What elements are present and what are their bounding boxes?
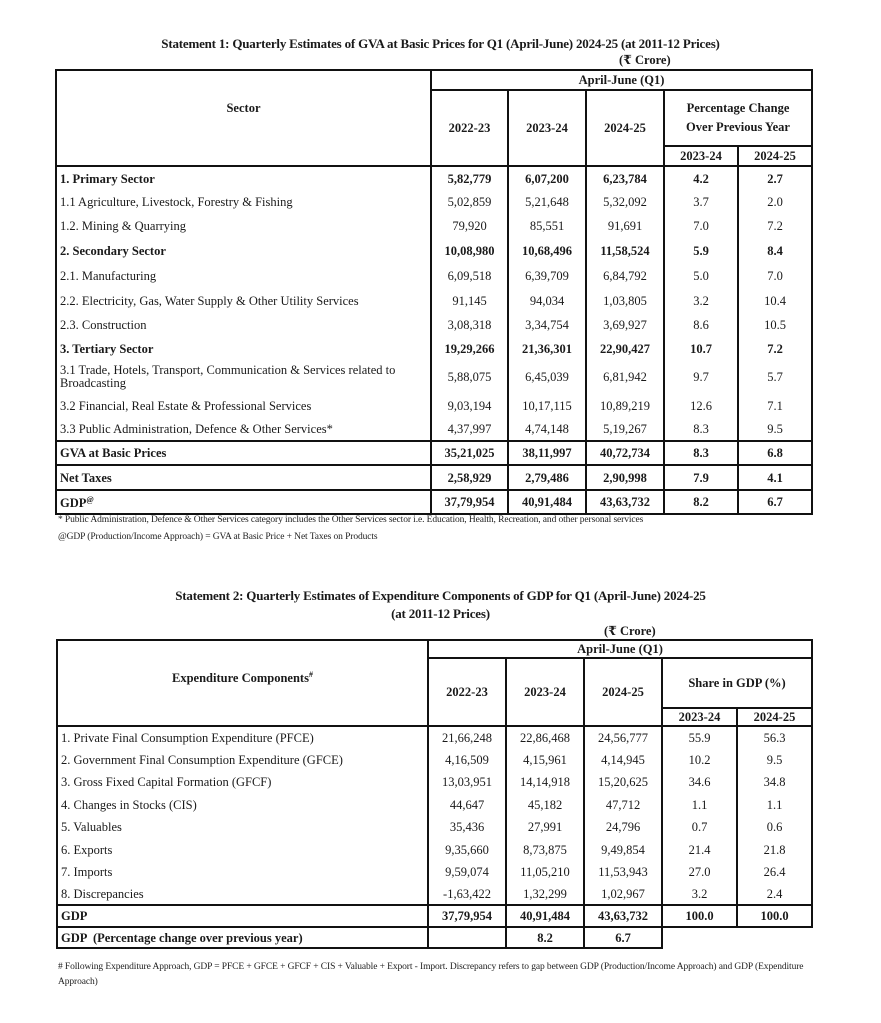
table-row: 6. Exports 9,35,660 8,73,875 9,49,854 21.4 21.8 (57, 838, 812, 861)
table-row: 3. Tertiary Sector 19,29,266 21,36,301 22,90,427 10.7 7.2 (56, 337, 812, 361)
year-header-2023-24: 2023-24 (508, 90, 586, 166)
statement1-footnote-1: * Public Administration, Defence & Other Services category includes the Other Services sector i.e. Education, Health, Recreation, and other personal services (58, 515, 644, 525)
sector-header: Sector (56, 70, 431, 166)
table-row: 2.2. Electricity, Gas, Water Supply & Other Utility Services 91,145 94,034 1,03,805 3.2 10.4 (56, 288, 812, 313)
share-year-2023-24: 2023-24 (662, 708, 737, 726)
table-row: 1. Primary Sector 5,82,779 6,07,200 6,23,784 4.2 2.7 (56, 166, 812, 190)
table-row: 3. Gross Fixed Capital Formation (GFCF) 13,03,951 14,14,918 15,20,625 34.6 34.8 (57, 771, 812, 793)
total-row-gdp: GDP@ 37,79,954 40,91,484 43,63,732 8.2 6.7 (56, 490, 812, 514)
table-row: 1.2. Mining & Quarrying 79,920 85,551 91,691 7.0 7.2 (56, 214, 812, 238)
table-row: 2. Government Final Consumption Expenditure (GFCE) 4,16,509 4,15,961 4,14,945 10.2 9.5 (57, 748, 812, 771)
statement1-footnote-2: @GDP (Production/Income Approach) = GVA at Basic Price + Net Taxes on Products (58, 532, 378, 542)
period-header: April-June (Q1) (431, 70, 812, 90)
pct-change-header (664, 90, 812, 146)
table-row: 3.2 Financial, Real Estate & Professional Services 9,03,194 10,17,115 10,89,219 12.6 7.1 (56, 393, 812, 418)
table-row: 7. Imports 9,59,074 11,05,210 11,53,943 27.0 26.4 (57, 861, 812, 883)
year-header-2024-25: 2024-25 (586, 90, 664, 166)
share-year-2024-25: 2024-25 (737, 708, 812, 726)
statement1-unit: (₹ Crore) (619, 53, 671, 67)
pct-year-2024-25: 2024-25 (738, 146, 812, 166)
share-header: Share in GDP (%) (662, 658, 812, 708)
component-header-sup: # (308, 670, 313, 680)
year-header-2022-23: 2022-23 (431, 90, 508, 166)
table-row: 3.1 Trade, Hotels, Transport, Communication & Services related to Broadcasting 5,88,075 6,45,039 6,81,942 9.7 5.7 (56, 361, 812, 393)
statement2-title-line2: (at 2011-12 Prices) (391, 606, 490, 621)
year-header-2024-25: 2024-25 (584, 658, 662, 726)
pct-change-line1: Percentage Change (686, 101, 790, 115)
component-header-label: Expenditure Components (172, 671, 309, 686)
gdp-sup: @ (86, 495, 94, 505)
statement2-table (56, 639, 813, 949)
gdp-row: GDP 37,79,954 40,91,484 43,63,732 100.0 100.0 (57, 905, 812, 927)
statement2-footnote: # Following Expenditure Approach, GDP = PFCE + GFCE + GFCF + CIS + Valuable + Export - Import. Discrepancy refers to gap between GDP (Production/Income Approach) and GDP (Expenditure Approach) (58, 962, 804, 987)
gdp-pct-change-row: GDP (Percentage change over previous year) 8.2 6.7 (57, 927, 812, 948)
table-row: 2. Secondary Sector 10,08,980 10,68,496 11,58,524 5.9 8.4 (56, 238, 812, 263)
statement2-unit: (₹ Crore) (604, 624, 656, 638)
table-row: 2.3. Construction 3,08,318 3,34,754 3,69,927 8.6 10.5 (56, 313, 812, 337)
total-row-gva: GVA at Basic Prices 35,21,025 38,11,997 40,72,734 8.3 6.8 (56, 441, 812, 465)
statement1-title: Statement 1: Quarterly Estimates of GVA at Basic Prices for Q1 (April-June) 2024-25 (at 2011-12 Prices) (161, 36, 720, 51)
gdp-label: GDP (60, 496, 87, 511)
statement1-table (55, 69, 813, 515)
table-row: 1. Private Final Consumption Expenditure (PFCE) 21,66,248 22,86,468 24,56,777 55.9 56.3 (57, 726, 812, 748)
table-row: 1.1 Agriculture, Livestock, Forestry & Fishing 5,02,859 5,21,648 5,32,092 3.7 2.0 (56, 190, 812, 214)
table-row: 3.3 Public Administration, Defence & Other Services* 4,37,997 4,74,148 5,19,267 8.3 9.5 (56, 418, 812, 441)
pct-year-2023-24: 2023-24 (664, 146, 738, 166)
total-row-net-taxes: Net Taxes 2,58,929 2,79,486 2,90,998 7.9 4.1 (56, 465, 812, 490)
year-header-2022-23: 2022-23 (428, 658, 506, 726)
table-row: 5. Valuables 35,436 27,991 24,796 0.7 0.6 (57, 816, 812, 838)
statement2-title-line1: Statement 2: Quarterly Estimates of Expenditure Components of GDP for Q1 (April-June) 2024-25 (175, 588, 706, 603)
pct-change-line2: Over Previous Year (686, 120, 790, 134)
table-row: 4. Changes in Stocks (CIS) 44,647 45,182 47,712 1.1 1.1 (57, 793, 812, 816)
year-header-2023-24: 2023-24 (506, 658, 584, 726)
period-header: April-June (Q1) (428, 640, 812, 658)
component-header (57, 640, 428, 726)
table-row: 8. Discrepancies -1,63,422 1,32,299 1,02,967 3.2 2.4 (57, 883, 812, 905)
table-row: 2.1. Manufacturing 6,09,518 6,39,709 6,84,792 5.0 7.0 (56, 263, 812, 288)
